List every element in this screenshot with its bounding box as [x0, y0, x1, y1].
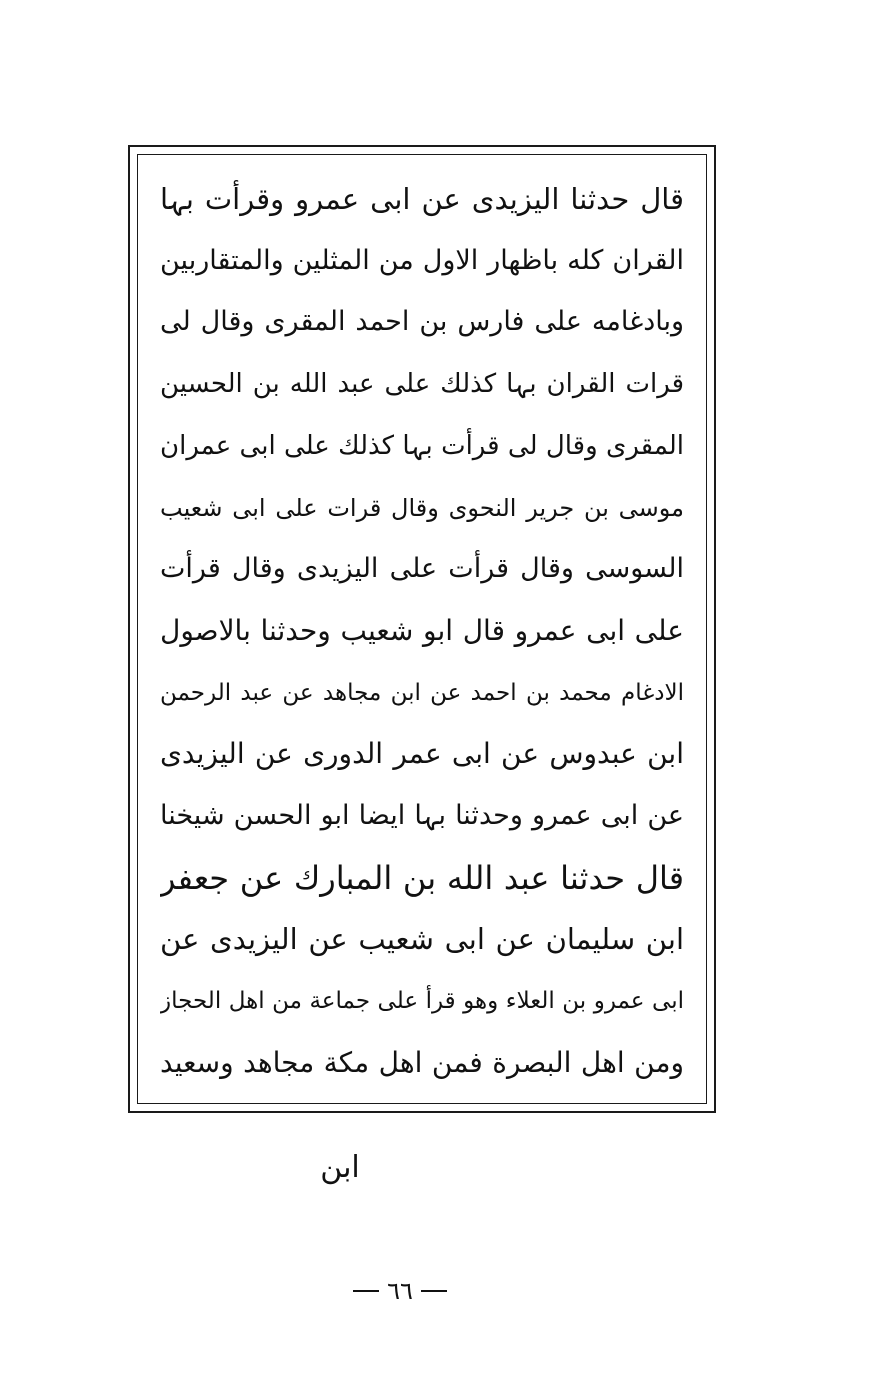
text-line: وبادغامه علی فارس بن احمد المقری وقال لی [160, 306, 684, 338]
page-number-text: ٦٦ [387, 1277, 413, 1305]
text-line: ابی عمرو بن العلاء وهو قرأ علی جماعة من اهل الحجاز [160, 988, 684, 1015]
text-line: السوسی وقال قرأت علی الیزیدی وقال قرأت [160, 553, 684, 585]
text-line: الادغام محمد بن احمد عن ابن مجاهد عن عبد الرحمن [160, 679, 684, 706]
text-line: القران كله باظهار الاول من المثلین والمتقاربین [160, 244, 684, 276]
text-line: ومن اهل البصرة فمن اهل مكة مجاهد وسعید [160, 1045, 684, 1079]
text-line: قال حدثنا عبد الله بن المبارك عن جعفر [160, 858, 684, 897]
text-line: قرات القران بہا كذلك علی عبد الله بن الحسین [160, 369, 684, 400]
page-number-dash-right [421, 1290, 447, 1292]
text-line: علی ابی عمرو قال ابو شعیب وحدثنا بالاصول [160, 613, 684, 647]
page-number [340, 1276, 460, 1306]
catchword: ابن [320, 1150, 360, 1185]
text-line: قال حدثنا اليزيدی عن ابی عمرو وقرأت بہا [160, 182, 684, 216]
text-line: ابن سلیمان عن ابی شعیب عن الیزیدی عن [160, 922, 684, 957]
page-number-dash-left [353, 1290, 379, 1292]
text-frame [128, 145, 716, 1113]
text-line: عن ابی عمرو وحدثنا بہا ایضا ابو الحسن شیخنا [160, 800, 684, 832]
text-frame-inner-border [137, 154, 707, 1104]
text-line: ابن عبدوس عن ابی عمر الدوری عن الیزیدی [160, 737, 684, 771]
text-block [160, 179, 684, 1089]
text-line: المقری وقال لی قرأت بہا كذلك علی ابی عمران [160, 430, 684, 461]
text-line: موسی بن جریر النحوی وقال قرات علی ابی شعیب [160, 493, 684, 522]
